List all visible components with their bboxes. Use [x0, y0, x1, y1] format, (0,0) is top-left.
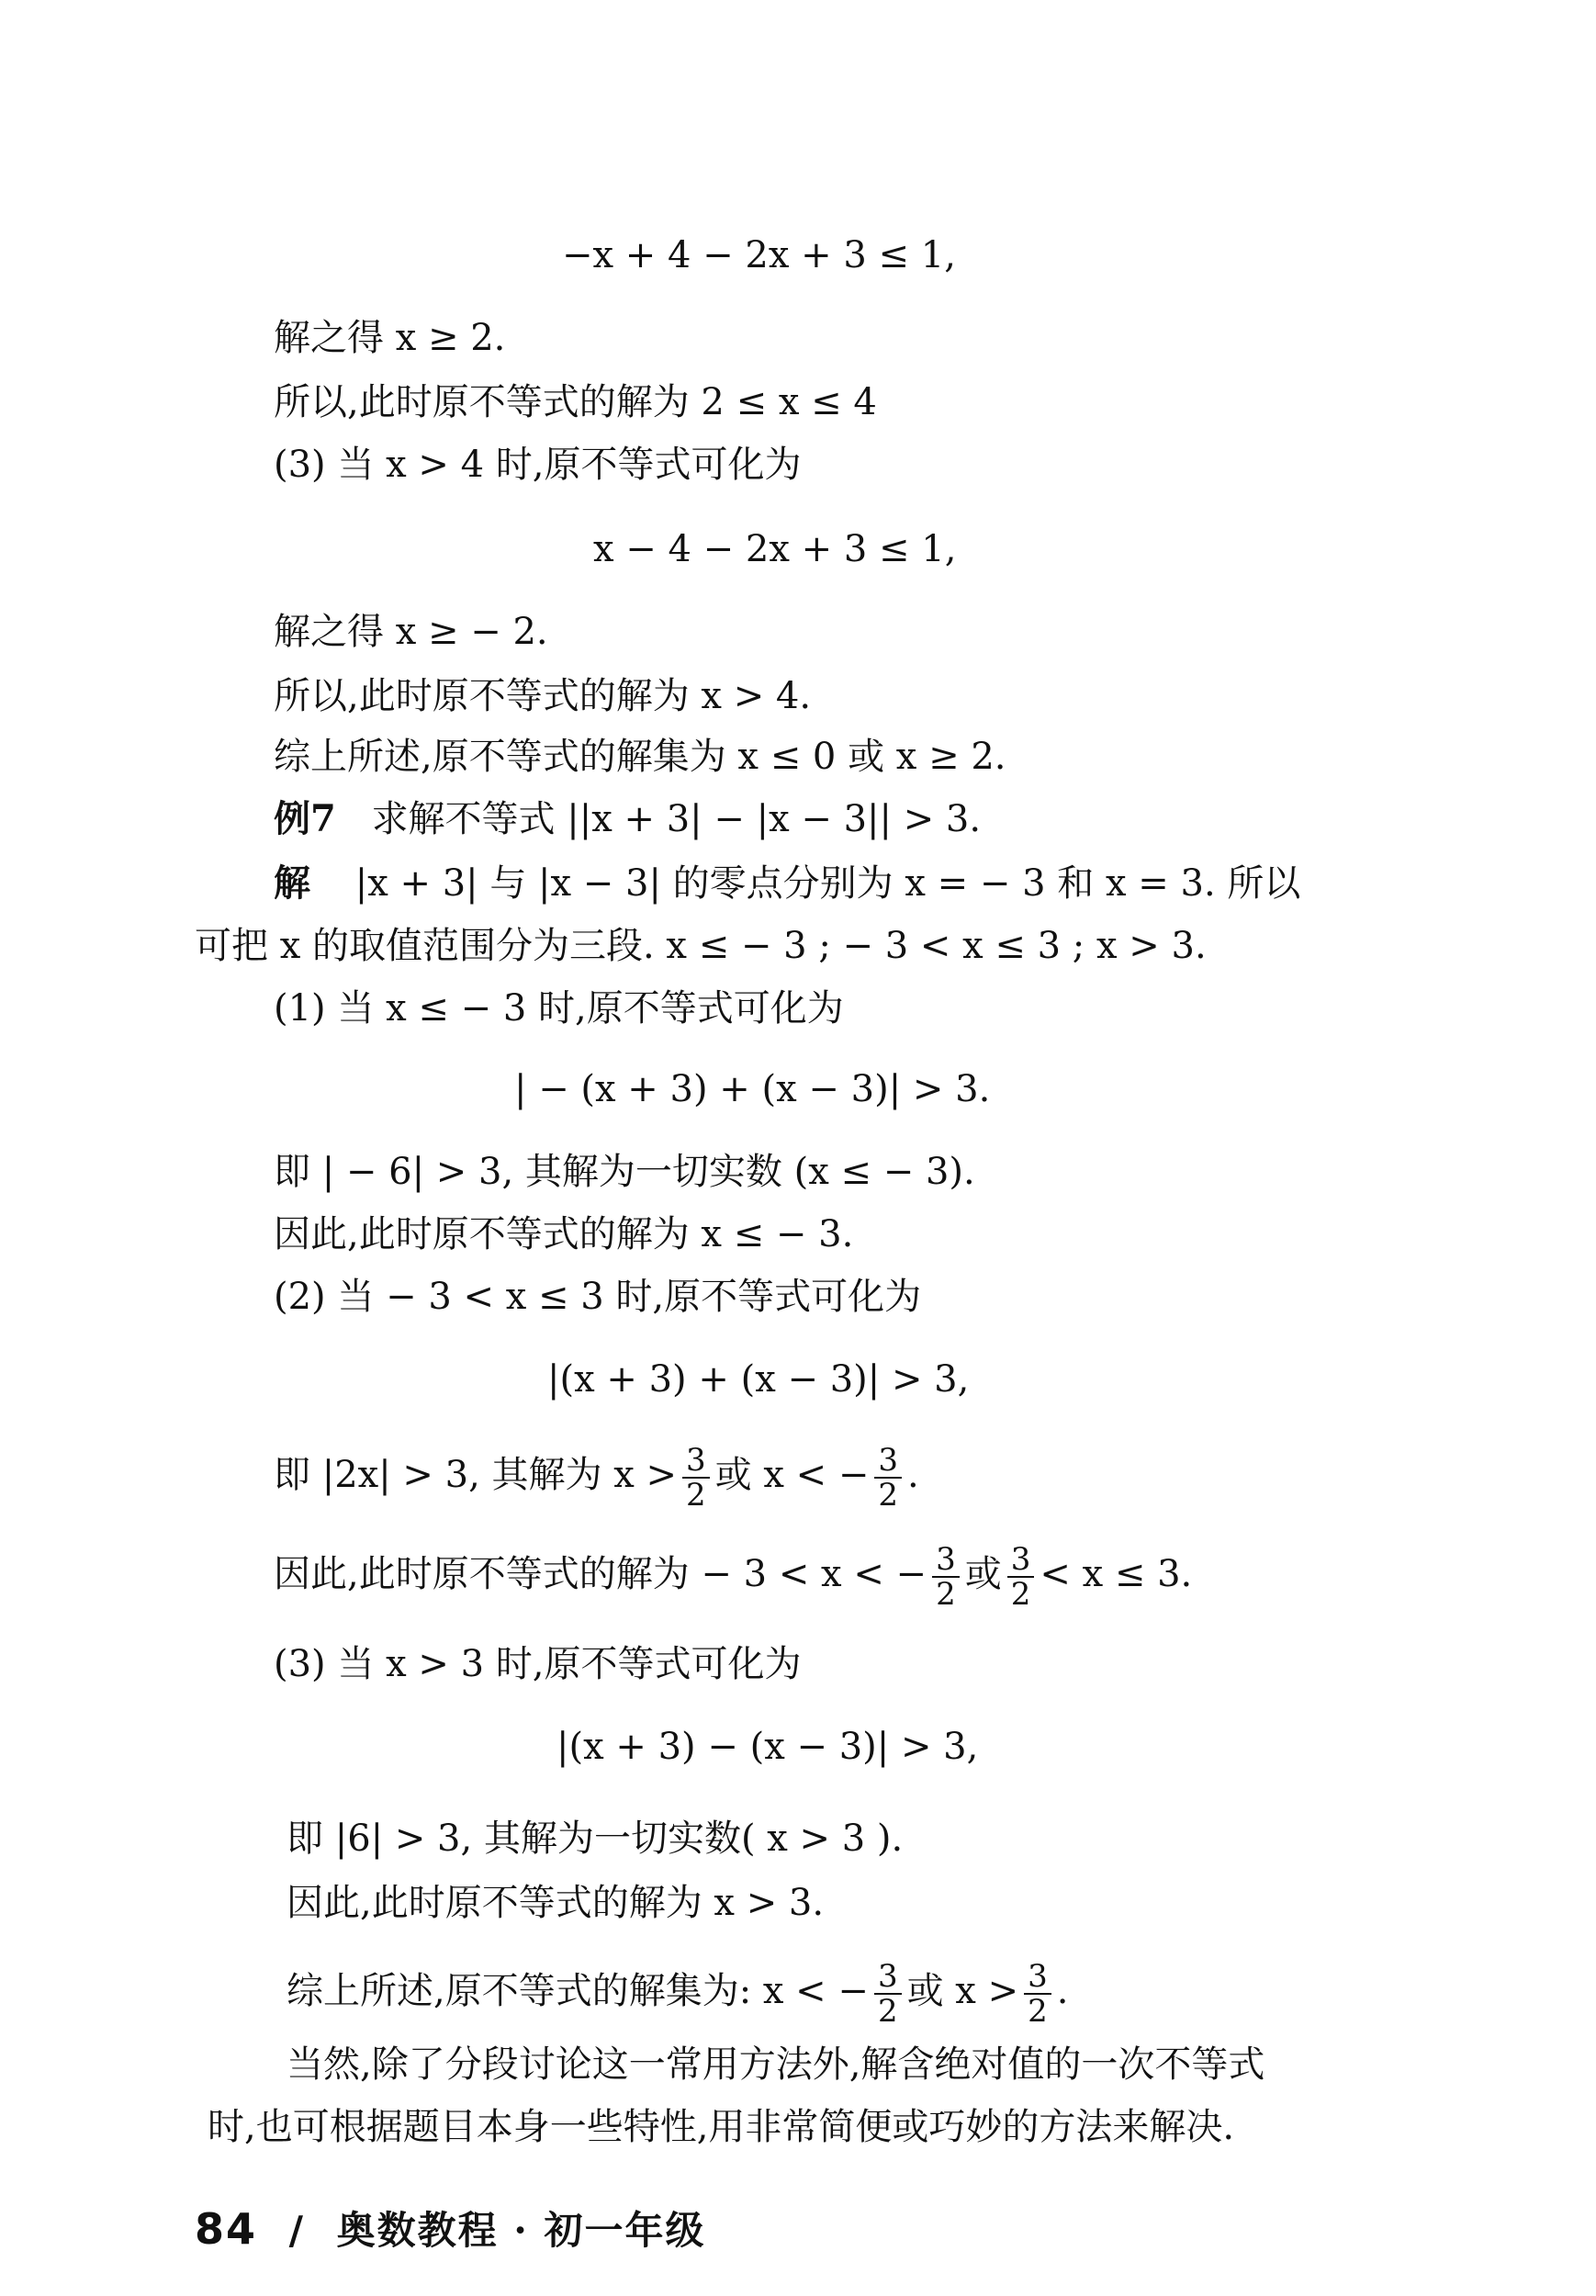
fraction-numerator: 3 [682, 1444, 710, 1479]
ranges-line: 可把 x 的取值范围分为三段. x ≤ − 3 ; − 3 < x ≤ 3 ; x > 3. [195, 925, 1207, 967]
example-text: 求解不等式 ||x + 3| − |x − 3|| > 3. [371, 798, 982, 840]
fraction-denominator: 2 [877, 1993, 898, 2030]
solution-label: 解 [274, 861, 310, 905]
case-2-inequality: |(x + 3) + (x − 3)| > 3, [547, 1358, 970, 1401]
case-3-heading: (3) 当 x > 4 时,原不等式可化为 [274, 444, 802, 486]
page-footer [195, 2200, 705, 2256]
fraction-denominator: 2 [1010, 1576, 1031, 1613]
case-3b-heading: (3) 当 x > 3 时,原不等式可化为 [274, 1643, 802, 1685]
conclusion-line-1: 所以,此时原不等式的解为 2 ≤ x ≤ 4 [274, 381, 877, 423]
fraction-numerator: 3 [1007, 1543, 1035, 1578]
closing-paragraph-line-1: 当然,除了分段讨论这一常用方法外,解含绝对值的一次不等式 [287, 2043, 1265, 2086]
solution-line-1: 解之得 x ≥ 2. [274, 317, 506, 359]
case-1-heading: (1) 当 x ≤ − 3 时,原不等式可化为 [274, 987, 844, 1030]
case-2-conclusion [274, 1543, 1192, 1611]
case-1-conclusion: 因此,此时原不等式的解为 x ≤ − 3. [274, 1213, 854, 1255]
closing-paragraph-line-2: 时,也可根据题目本身一些特性,用非常简便或巧妙的方法来解决. [208, 2106, 1235, 2148]
page-number: 84 [195, 2204, 258, 2254]
case-1-result: 即 | − 6| > 3, 其解为一切实数 (x ≤ − 3). [274, 1151, 975, 1193]
fraction-numerator: 3 [932, 1543, 960, 1578]
book-title: 奥数教程 · 初一年级 [336, 2208, 706, 2253]
case-2-result [274, 1444, 919, 1512]
fraction-numerator: 3 [874, 1444, 902, 1479]
case-2-conclusion-text-b: 或 [964, 1553, 1002, 1595]
case-2-result-text-b: 或 x < − [714, 1454, 870, 1496]
fraction-denominator: 2 [686, 1477, 706, 1514]
fraction-three-halves [874, 1960, 902, 2028]
summary-2-text-c: . [1056, 1970, 1069, 2012]
case-2-result-text-c: . [907, 1454, 919, 1496]
conclusion-line-2: 所以,此时原不等式的解为 x > 4. [274, 675, 812, 717]
fraction-denominator: 2 [1028, 1993, 1048, 2030]
case-3b-result: 即 |6| > 3, 其解为一切实数( x > 3 ). [287, 1818, 904, 1860]
solution-intro-line [274, 860, 1300, 907]
case-2-result-text-a: 即 |2x| > 3, 其解为 x > [274, 1454, 678, 1496]
fraction-three-halves [932, 1543, 960, 1611]
inequality-line-2: x − 4 − 2x + 3 ≤ 1, [593, 528, 957, 570]
solution-intro-text: |x + 3| 与 |x − 3| 的零点分别为 x = − 3 和 x = 3. 所以 [354, 862, 1301, 905]
solution-line-2: 解之得 x ≥ − 2. [274, 611, 548, 653]
inequality-line-1: −x + 4 − 2x + 3 ≤ 1, [562, 234, 956, 276]
case-1-inequality: | − (x + 3) + (x − 3)| > 3. [514, 1068, 991, 1110]
summary-2-text-a: 综上所述,原不等式的解集为: x < − [287, 1970, 869, 2012]
summary-2-text-b: 或 x > [906, 1970, 1019, 2012]
case-3b-conclusion: 因此,此时原不等式的解为 x > 3. [287, 1882, 825, 1924]
fraction-denominator: 2 [878, 1477, 899, 1514]
fraction-three-halves [682, 1444, 710, 1512]
example-label: 例7 [274, 797, 336, 840]
footer-separator: / [288, 2208, 305, 2253]
fraction-denominator: 2 [936, 1576, 956, 1613]
fraction-numerator: 3 [874, 1960, 902, 1995]
summary-line-2 [287, 1960, 1068, 2028]
fraction-three-halves [874, 1444, 902, 1512]
fraction-numerator: 3 [1024, 1960, 1051, 1995]
fraction-three-halves [1007, 1543, 1035, 1611]
example-7-line [274, 795, 981, 843]
case-3b-inequality: |(x + 3) − (x − 3)| > 3, [556, 1726, 979, 1768]
case-2-conclusion-text-c: < x ≤ 3. [1040, 1553, 1193, 1595]
summary-line-1: 综上所述,原不等式的解集为 x ≤ 0 或 x ≥ 2. [274, 736, 1006, 778]
fraction-three-halves [1024, 1960, 1051, 2028]
case-2-conclusion-text-a: 因此,此时原不等式的解为 − 3 < x < − [274, 1553, 927, 1595]
case-2-heading: (2) 当 − 3 < x ≤ 3 时,原不等式可化为 [274, 1276, 922, 1318]
